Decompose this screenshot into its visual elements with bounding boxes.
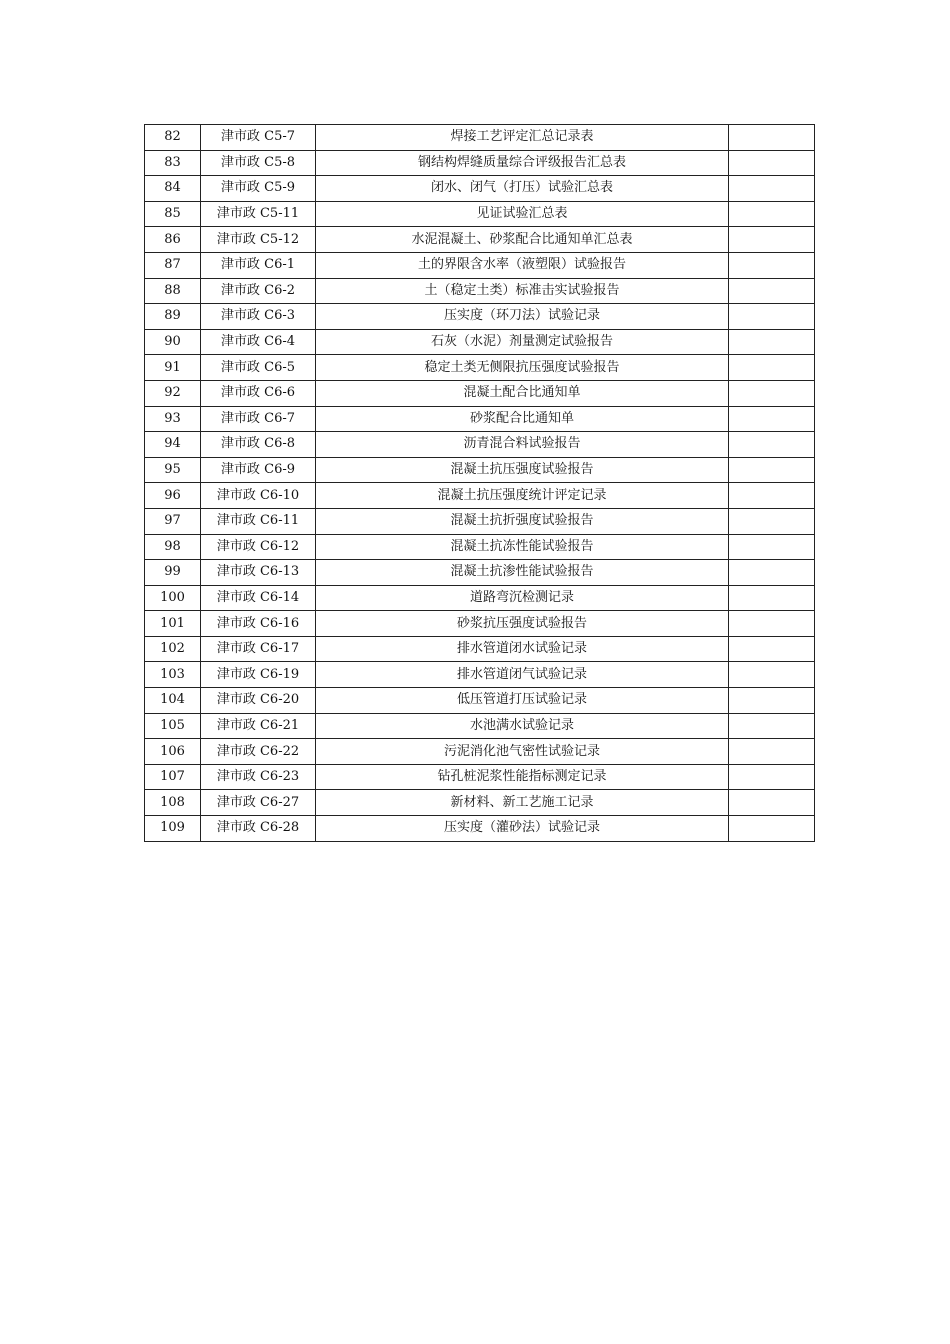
row-number-cell: 99 [145, 560, 201, 586]
remark-cell [729, 150, 815, 176]
form-name-cell: 压实度（环刀法）试验记录 [316, 304, 729, 330]
form-name-cell: 混凝土抗压强度试验报告 [316, 457, 729, 483]
remark-cell [729, 508, 815, 534]
row-number-cell: 102 [145, 636, 201, 662]
form-code-cell: 津市政 C6-5 [201, 355, 316, 381]
remark-cell [729, 611, 815, 637]
row-number-cell: 95 [145, 457, 201, 483]
row-number-cell: 107 [145, 764, 201, 790]
form-code-cell: 津市政 C6-21 [201, 713, 316, 739]
remark-cell [729, 790, 815, 816]
remark-cell [729, 432, 815, 458]
row-number-cell: 101 [145, 611, 201, 637]
form-code-cell: 津市政 C6-19 [201, 662, 316, 688]
remark-cell [729, 380, 815, 406]
remark-cell [729, 355, 815, 381]
form-code-cell: 津市政 C6-23 [201, 764, 316, 790]
row-number-cell: 93 [145, 406, 201, 432]
records-table-body [145, 125, 815, 842]
records-table [144, 124, 815, 842]
row-number-cell: 91 [145, 355, 201, 381]
row-number-cell: 83 [145, 150, 201, 176]
form-code-cell: 津市政 C5-7 [201, 125, 316, 151]
form-name-cell: 闭水、闭气（打压）试验汇总表 [316, 176, 729, 202]
row-number-cell: 88 [145, 278, 201, 304]
row-number-cell: 89 [145, 304, 201, 330]
form-code-cell: 津市政 C5-12 [201, 227, 316, 253]
form-code-cell: 津市政 C6-13 [201, 560, 316, 586]
row-number-cell: 104 [145, 688, 201, 714]
remark-cell [729, 304, 815, 330]
form-name-cell: 排水管道闭水试验记录 [316, 636, 729, 662]
remark-cell [729, 585, 815, 611]
table-row [145, 688, 815, 714]
remark-cell [729, 764, 815, 790]
form-code-cell: 津市政 C6-1 [201, 252, 316, 278]
table-row [145, 483, 815, 509]
row-number-cell: 105 [145, 713, 201, 739]
row-number-cell: 84 [145, 176, 201, 202]
row-number-cell: 108 [145, 790, 201, 816]
remark-cell [729, 534, 815, 560]
row-number-cell: 96 [145, 483, 201, 509]
table-row [145, 406, 815, 432]
remark-cell [729, 483, 815, 509]
form-code-cell: 津市政 C6-14 [201, 585, 316, 611]
table-row [145, 611, 815, 637]
table-row [145, 790, 815, 816]
table-row [145, 636, 815, 662]
form-code-cell: 津市政 C6-11 [201, 508, 316, 534]
form-name-cell: 混凝土配合比通知单 [316, 380, 729, 406]
remark-cell [729, 713, 815, 739]
table-row [145, 585, 815, 611]
form-name-cell: 水泥混凝土、砂浆配合比通知单汇总表 [316, 227, 729, 253]
table-row [145, 176, 815, 202]
table-row [145, 227, 815, 253]
remark-cell [729, 329, 815, 355]
form-name-cell: 焊接工艺评定汇总记录表 [316, 125, 729, 151]
row-number-cell: 85 [145, 201, 201, 227]
row-number-cell: 97 [145, 508, 201, 534]
row-number-cell: 106 [145, 739, 201, 765]
remark-cell [729, 176, 815, 202]
form-name-cell: 钢结构焊缝质量综合评级报告汇总表 [316, 150, 729, 176]
form-code-cell: 津市政 C6-20 [201, 688, 316, 714]
table-row [145, 201, 815, 227]
remark-cell [729, 739, 815, 765]
table-row [145, 432, 815, 458]
table-row [145, 816, 815, 842]
form-code-cell: 津市政 C6-22 [201, 739, 316, 765]
remark-cell [729, 278, 815, 304]
table-row [145, 534, 815, 560]
remark-cell [729, 688, 815, 714]
table-row [145, 380, 815, 406]
form-code-cell: 津市政 C6-16 [201, 611, 316, 637]
form-code-cell: 津市政 C6-4 [201, 329, 316, 355]
form-code-cell: 津市政 C6-27 [201, 790, 316, 816]
form-name-cell: 土（稳定土类）标准击实试验报告 [316, 278, 729, 304]
remark-cell [729, 252, 815, 278]
row-number-cell: 98 [145, 534, 201, 560]
remark-cell [729, 406, 815, 432]
table-row [145, 764, 815, 790]
form-name-cell: 土的界限含水率（液塑限）试验报告 [316, 252, 729, 278]
table-row [145, 304, 815, 330]
row-number-cell: 82 [145, 125, 201, 151]
row-number-cell: 109 [145, 816, 201, 842]
table-row [145, 125, 815, 151]
form-code-cell: 津市政 C6-9 [201, 457, 316, 483]
form-name-cell: 道路弯沉检测记录 [316, 585, 729, 611]
form-name-cell: 稳定土类无侧限抗压强度试验报告 [316, 355, 729, 381]
form-name-cell: 低压管道打压试验记录 [316, 688, 729, 714]
row-number-cell: 90 [145, 329, 201, 355]
table-row [145, 252, 815, 278]
form-name-cell: 水池满水试验记录 [316, 713, 729, 739]
form-name-cell: 新材料、新工艺施工记录 [316, 790, 729, 816]
form-code-cell: 津市政 C5-11 [201, 201, 316, 227]
form-name-cell: 混凝土抗折强度试验报告 [316, 508, 729, 534]
form-code-cell: 津市政 C6-8 [201, 432, 316, 458]
form-code-cell: 津市政 C6-12 [201, 534, 316, 560]
form-code-cell: 津市政 C5-9 [201, 176, 316, 202]
remark-cell [729, 125, 815, 151]
table-row [145, 662, 815, 688]
table-row [145, 355, 815, 381]
remark-cell [729, 560, 815, 586]
table-row [145, 713, 815, 739]
form-name-cell: 混凝土抗冻性能试验报告 [316, 534, 729, 560]
table-row [145, 150, 815, 176]
form-code-cell: 津市政 C5-8 [201, 150, 316, 176]
remark-cell [729, 201, 815, 227]
row-number-cell: 100 [145, 585, 201, 611]
row-number-cell: 103 [145, 662, 201, 688]
form-code-cell: 津市政 C6-3 [201, 304, 316, 330]
row-number-cell: 86 [145, 227, 201, 253]
table-row [145, 508, 815, 534]
remark-cell [729, 227, 815, 253]
form-code-cell: 津市政 C6-7 [201, 406, 316, 432]
remark-cell [729, 457, 815, 483]
table-row [145, 457, 815, 483]
remark-cell [729, 662, 815, 688]
form-code-cell: 津市政 C6-28 [201, 816, 316, 842]
form-code-cell: 津市政 C6-2 [201, 278, 316, 304]
form-name-cell: 沥青混合料试验报告 [316, 432, 729, 458]
row-number-cell: 92 [145, 380, 201, 406]
form-name-cell: 砂浆配合比通知单 [316, 406, 729, 432]
form-code-cell: 津市政 C6-6 [201, 380, 316, 406]
form-code-cell: 津市政 C6-17 [201, 636, 316, 662]
form-name-cell: 压实度（灌砂法）试验记录 [316, 816, 729, 842]
form-name-cell: 砂浆抗压强度试验报告 [316, 611, 729, 637]
row-number-cell: 94 [145, 432, 201, 458]
form-name-cell: 石灰（水泥）剂量测定试验报告 [316, 329, 729, 355]
form-name-cell: 排水管道闭气试验记录 [316, 662, 729, 688]
form-name-cell: 见证试验汇总表 [316, 201, 729, 227]
form-name-cell: 钻孔桩泥浆性能指标测定记录 [316, 764, 729, 790]
form-name-cell: 混凝土抗渗性能试验报告 [316, 560, 729, 586]
form-name-cell: 污泥消化池气密性试验记录 [316, 739, 729, 765]
form-name-cell: 混凝土抗压强度统计评定记录 [316, 483, 729, 509]
table-row [145, 560, 815, 586]
row-number-cell: 87 [145, 252, 201, 278]
form-code-cell: 津市政 C6-10 [201, 483, 316, 509]
table-row [145, 329, 815, 355]
remark-cell [729, 636, 815, 662]
table-row [145, 739, 815, 765]
table-row [145, 278, 815, 304]
remark-cell [729, 816, 815, 842]
